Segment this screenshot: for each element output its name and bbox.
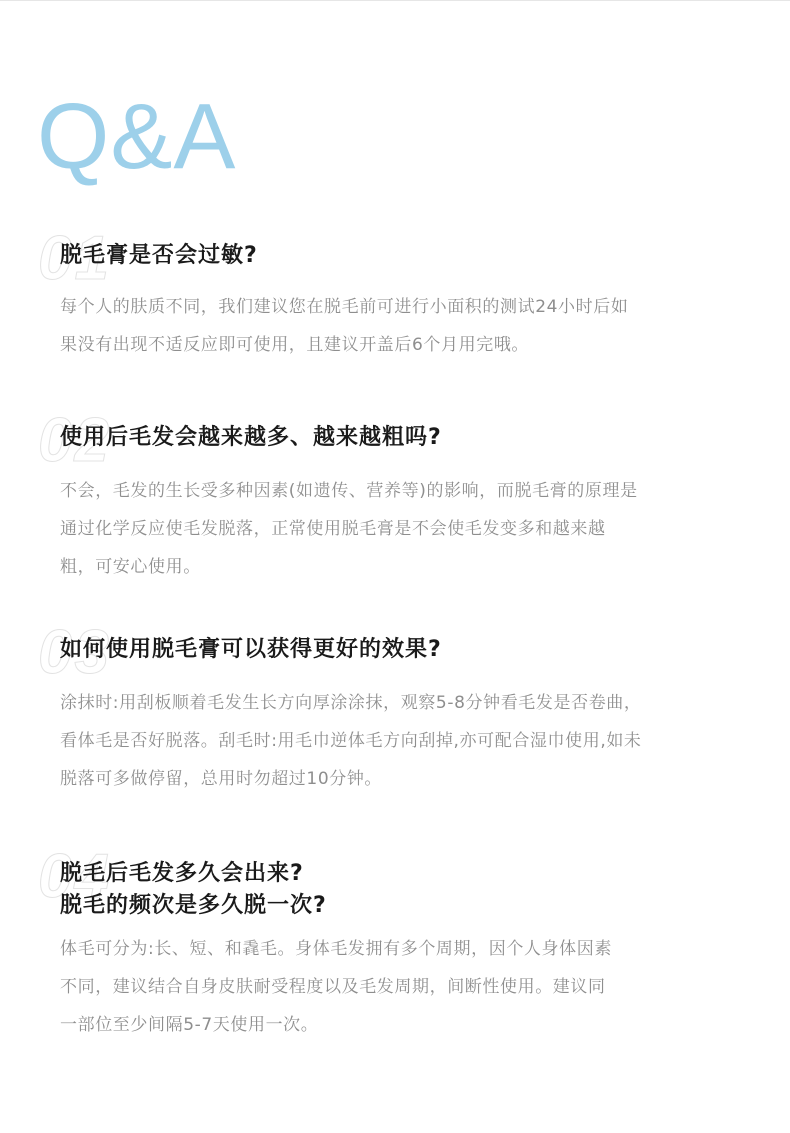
qa-answer-line: 通过化学反应使毛发脱落，正常使用脱毛膏是不会使毛发变多和越来越 <box>60 519 606 539</box>
qa-answer <box>60 684 642 798</box>
qa-answer <box>60 472 638 586</box>
qa-question <box>60 634 442 666</box>
qa-answer-line: 每个人的肤质不同，我们建议您在脱毛前可进行小面积的测试24小时后如 <box>60 297 629 317</box>
qa-question-line: 脱毛膏是否会过敏? <box>60 243 258 268</box>
qa-question-line: 如何使用脱毛膏可以获得更好的效果? <box>60 637 442 662</box>
qa-question-line: 脱毛的频次是多久脱一次? <box>60 893 327 918</box>
qa-number-watermark: 03 <box>38 618 111 687</box>
qa-answer-line: 体毛可分为:长、短、和毳毛。身体毛发拥有多个周期，因个人身体因素 <box>60 939 612 959</box>
qa-answer <box>60 288 628 364</box>
qa-answer-line: 不同，建议结合自身皮肤耐受程度以及毛发周期，间断性使用。建议同 <box>60 977 606 997</box>
qa-question <box>60 240 258 272</box>
qa-answer-line: 涂抹时:用刮板顺着毛发生长方向厚涂涂抹，观察5-8分钟看毛发是否卷曲， <box>60 693 642 713</box>
qa-number-watermark: 01 <box>38 224 111 293</box>
qa-question-line: 脱毛后毛发多久会出来? <box>60 861 304 886</box>
qa-question <box>60 422 442 454</box>
qa-answer-line: 粗，可安心使用。 <box>60 557 201 577</box>
qa-answer-line: 果没有出现不适反应即可使用，且建议开盖后6个月用完哦。 <box>60 335 530 355</box>
top-divider <box>0 0 790 1</box>
page-title: Q&A <box>37 84 237 188</box>
qa-question-line: 使用后毛发会越来越多、越来越粗吗? <box>60 425 442 450</box>
qa-answer-line: 看体毛是否好脱落。刮毛时:用毛巾逆体毛方向刮掉,亦可配合湿巾使用,如未 <box>60 731 642 751</box>
qa-number-watermark: 04 <box>38 842 111 911</box>
qa-question <box>60 858 327 922</box>
qa-answer <box>60 930 612 1044</box>
qa-answer-line: 脱落可多做停留，总用时勿超过10分钟。 <box>60 769 383 789</box>
qa-number-watermark: 02 <box>38 406 111 475</box>
qa-answer-line: 不会，毛发的生长受多种因素(如遗传、营养等)的影响，而脱毛膏的原理是 <box>60 481 638 501</box>
qa-answer-line: 一部位至少间隔5-7天使用一次。 <box>60 1015 319 1035</box>
